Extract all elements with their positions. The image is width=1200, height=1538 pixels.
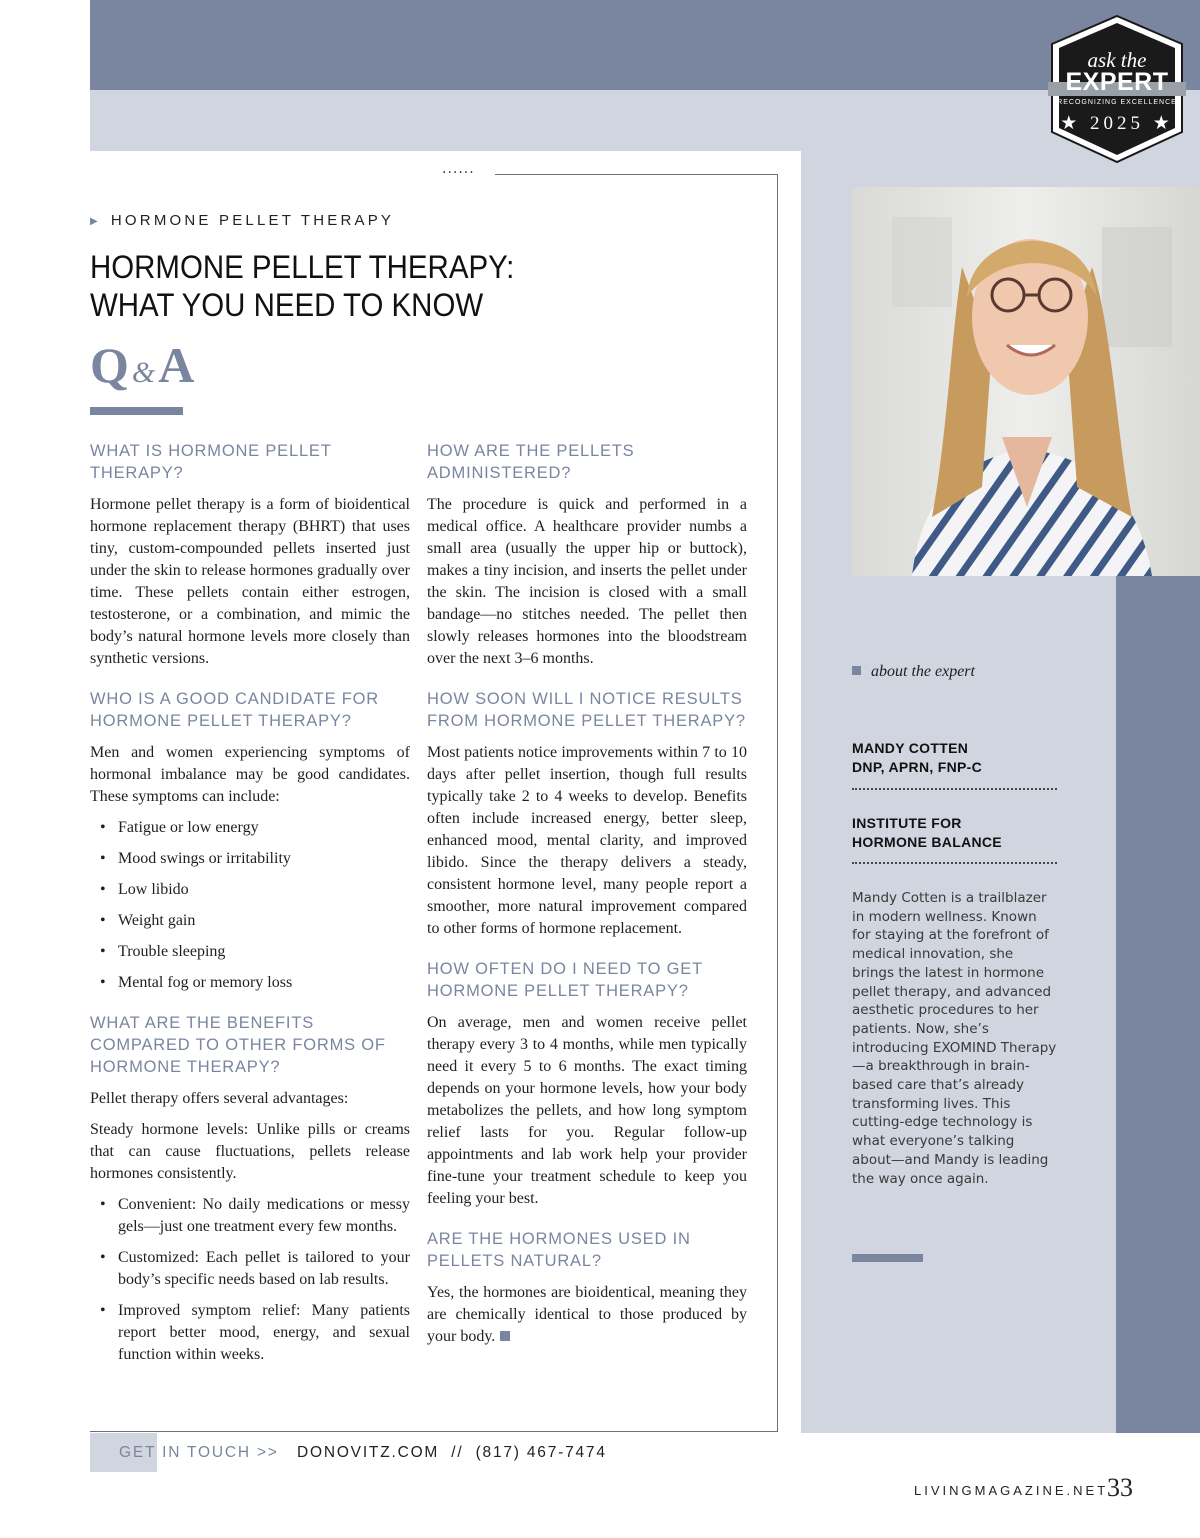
- faq-section: [427, 1228, 747, 1348]
- list-item: • Trouble sleeping: [90, 941, 410, 963]
- footer-separator: //: [451, 1444, 464, 1461]
- question-heading: WHAT ARE THE BENEFITS COMPARED TO OTHER FORMS OF HORMONE THERAPY?: [90, 1014, 386, 1076]
- magazine-website[interactable]: LIVINGMAGAZINE.NET: [914, 1483, 1109, 1498]
- faq-section: [90, 688, 410, 994]
- qa-underline-bar: [90, 407, 183, 415]
- expert-name: MANDY COTTEN: [852, 740, 969, 756]
- question-heading: ARE THE HORMONES USED IN PELLETS NATURAL?: [427, 1230, 691, 1270]
- ask-the-expert-badge: [1048, 14, 1186, 164]
- answer-text: Steady hormone levels: Unlike pills or creams that can cause fluctuations, pellets release hormones consistently.: [90, 1121, 410, 1182]
- org-line-2: HORMONE BALANCE: [852, 834, 1002, 850]
- question-heading: WHO IS A GOOD CANDIDATE FOR HORMONE PELLET THERAPY?: [90, 690, 379, 730]
- list-item: • Customized: Each pellet is tailored to your body’s specific needs based on lab results.: [90, 1247, 410, 1291]
- faq-section: [427, 958, 747, 1210]
- list-item: • Convenient: No daily medications or messy gels—just one treatment every few months.: [90, 1194, 410, 1238]
- faq-section: [90, 440, 410, 670]
- badge-ask-the: ask the: [1087, 48, 1147, 72]
- dotted-divider: [852, 862, 1057, 864]
- question-heading: HOW SOON WILL I NOTICE RESULTS FROM HORMONE PELLET THERAPY?: [427, 690, 746, 730]
- get-in-touch-line: [119, 1444, 607, 1462]
- phone-link[interactable]: (817) 467-7474: [475, 1444, 607, 1461]
- answer-text: Men and women experiencing symptoms of hormonal imbalance may be good candidates. These symptoms can include:: [90, 744, 410, 805]
- right-column: [427, 440, 747, 1366]
- expert-portrait-photo: [852, 187, 1200, 576]
- portrait-illustration: [852, 187, 1200, 576]
- title-line-1: HORMONE PELLET THERAPY:: [90, 249, 515, 285]
- answer-text: Hormone pellet therapy is a form of bioidentical hormone replacement therapy (BHRT) that uses tiny, custom-compounded pellets inserted just under the skin to release hormones gradually over time. These pellets contain either estrogen, testosterone, or a combination, and mimic the body’s natural hormone levels more closely than synthetic versions.: [90, 496, 410, 667]
- top-color-band: [90, 0, 1200, 90]
- article-title: [90, 248, 642, 324]
- badge-recognizing: RECOGNIZING EXCELLENCE: [1057, 99, 1177, 106]
- page-number: 33: [1107, 1473, 1133, 1502]
- sidebar-accent-strip: [1116, 576, 1200, 1433]
- answer-text: Pellet therapy offers several advantages:: [90, 1090, 349, 1107]
- question-heading: WHAT IS HORMONE PELLET THERAPY?: [90, 442, 332, 482]
- faq-section: [427, 440, 747, 670]
- title-line-2: WHAT YOU NEED TO KNOW: [90, 287, 484, 323]
- question-heading: HOW ARE THE PELLETS ADMINISTERED?: [427, 442, 635, 482]
- bio-accent-bar: [852, 1254, 923, 1262]
- list-item: • Low libido: [90, 879, 410, 901]
- answer-text: Most patients notice improvements within 7 to 10 days after pellet insertion, though full results typically take 2 to 4 weeks to develop. Benefits often include increased energy, better sleep, enhanced mood, mental clarity, and improved libido. Since the therapy delivers a steady, consistent hormone level, many people report a smoother, more natural improvement compared to other forms of hormone replacement.: [427, 744, 747, 937]
- list-item: • Mental fog or memory loss: [90, 972, 410, 994]
- section-kicker: ▶ HORMONE PELLET THERAPY: [90, 212, 395, 229]
- end-mark-icon: [500, 1331, 510, 1341]
- benefit-list: [90, 1194, 410, 1366]
- faq-section: [427, 688, 747, 940]
- org-line-1: INSTITUTE FOR: [852, 815, 962, 831]
- organization-block: [852, 814, 1057, 852]
- answer-text: On average, men and women receive pellet therapy every 3 to 4 months, while men typically need it every 5 to 6 months. The exact timing depends on your hormone levels, how your body metabolizes the pellets, and how long symptom relief lasts for you. Regular follow-up appointments and lab work help your provider fine-tune your treatment schedule to keep you feeling your best.: [427, 1014, 747, 1207]
- expert-bio: Mandy Cotten is a trailblazer in modern wellness. Known for staying at the forefront of medical innovation, she brings the latest in hormone pellet therapy, and advanced aesthetic procedures to her patients. Now, she’s introducing EXOMIND Therapy—a breakthrough in brain-based care that’s already transforming lives. This cutting-edge technology is what everyone’s talking about—and Mandy is leading the way once again.: [852, 890, 1057, 1187]
- question-heading: HOW OFTEN DO I NEED TO GET HORMONE PELLET THERAPY?: [427, 960, 703, 1000]
- website-link[interactable]: DONOVITZ.COM: [296, 1444, 440, 1461]
- left-column: [90, 440, 410, 1384]
- badge-expert: EXPERT: [1065, 68, 1169, 96]
- triangle-icon: ▶: [90, 216, 101, 227]
- square-bullet-icon: [852, 666, 861, 675]
- cta-label: GET IN TOUCH >>: [119, 1444, 279, 1461]
- answer-text: The procedure is quick and performed in a medical office. A healthcare provider numbs a small area (usually the upper hip or buttock), makes a tiny incision, and inserts the pellet under the skin. The incision is closed with a small bandage—no stitches needed. The pellet then slowly releases hormones into the bloodstream over the next 3–6 months.: [427, 496, 747, 667]
- badge-year: ★ 2025 ★: [1060, 113, 1174, 134]
- expert-credentials: DNP, APRN, FNP-C: [852, 759, 983, 775]
- symptom-list: [90, 817, 410, 994]
- light-color-band: [90, 90, 1200, 151]
- list-item: • Fatigue or low energy: [90, 817, 410, 839]
- list-item: • Weight gain: [90, 910, 410, 932]
- dotted-divider: [852, 788, 1057, 790]
- expert-name-block: [852, 739, 1057, 777]
- card-dots-ornament: ······: [442, 165, 475, 181]
- list-item: • Mood swings or irritability: [90, 848, 410, 870]
- qa-mark: Q&A: [90, 337, 196, 393]
- answer-text: Yes, the hormones are bioidentical, meaning they are chemically identical to those produced by your body.: [427, 1284, 747, 1345]
- about-the-expert-label: about the expert: [852, 663, 975, 681]
- faq-section: [90, 1012, 410, 1366]
- list-item: • Improved symptom relief: Many patients report better mood, energy, and sexual function within weeks.: [90, 1300, 410, 1366]
